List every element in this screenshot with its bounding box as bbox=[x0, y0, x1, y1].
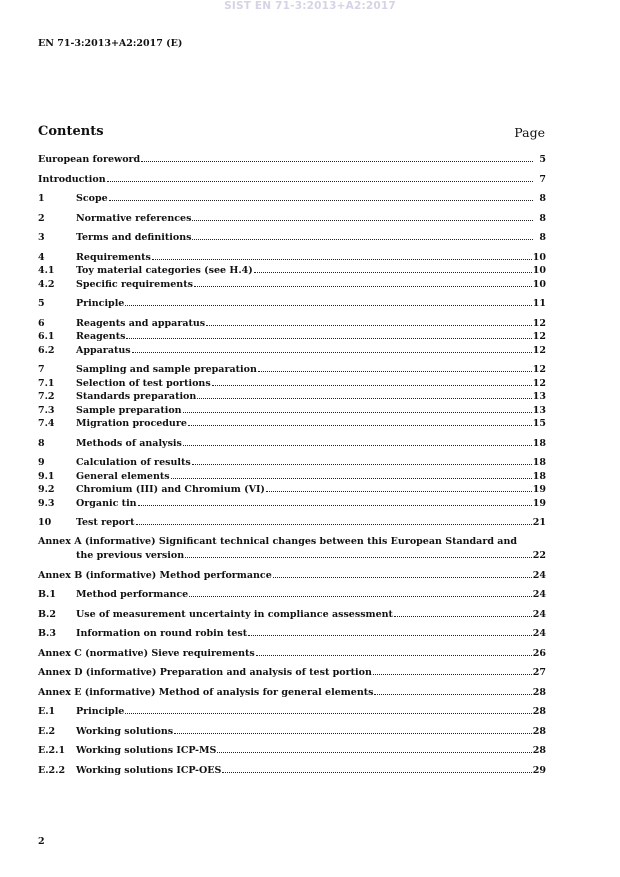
toc-entry-page: 10 bbox=[532, 251, 546, 263]
toc-entry-10[interactable] bbox=[38, 515, 546, 529]
toc-entry-annex-b[interactable] bbox=[38, 568, 546, 582]
toc-entry-title: Scope bbox=[76, 193, 108, 204]
toc-entry-page: 28 bbox=[532, 745, 546, 756]
toc-entry-b-3[interactable] bbox=[38, 626, 546, 640]
toc-entry-title-continued: the previous version bbox=[76, 550, 185, 561]
leader-dots bbox=[197, 389, 531, 399]
toc-entry-number: E.1 bbox=[38, 706, 56, 717]
toc-entry-introduction[interactable] bbox=[38, 172, 546, 186]
toc-entry-number: 8 bbox=[38, 437, 45, 449]
toc-entry-7-2[interactable] bbox=[38, 389, 546, 403]
toc-entry-title: Principle bbox=[76, 706, 125, 717]
toc-entry-page: 10 bbox=[532, 278, 546, 290]
toc-entry-page: 19 bbox=[532, 497, 546, 509]
toc-entry-number: 6.2 bbox=[38, 344, 55, 356]
toc-entry-number: 6 bbox=[38, 317, 45, 329]
toc-entry-title: Organic tin bbox=[76, 497, 137, 509]
leader-dots bbox=[273, 568, 532, 578]
toc-entry-page: 13 bbox=[532, 404, 546, 416]
toc-entry-number: 4.1 bbox=[38, 265, 55, 276]
leader-dots bbox=[192, 211, 533, 221]
leader-dots bbox=[374, 685, 531, 695]
toc-entry-e-1[interactable] bbox=[38, 704, 546, 718]
toc-entry-page: 19 bbox=[532, 484, 546, 495]
toc-entry-title: Working solutions bbox=[76, 725, 174, 737]
watermark: SIST EN 71-3:2013+A2:2017 bbox=[224, 0, 396, 12]
leader-dots bbox=[256, 646, 532, 656]
toc-entry-page: 8 bbox=[539, 193, 546, 204]
toc-entry-7-1[interactable] bbox=[38, 376, 546, 390]
toc-entry-7-3[interactable] bbox=[38, 403, 546, 417]
toc-entry-title: European foreword bbox=[38, 154, 141, 165]
toc-entry-e-2-1[interactable] bbox=[38, 743, 546, 757]
toc-entry-6[interactable] bbox=[38, 316, 546, 330]
toc-entry-page: 29 bbox=[532, 764, 546, 776]
toc-entry-6-2[interactable] bbox=[38, 343, 546, 357]
toc-entry-number: 9 bbox=[38, 457, 45, 468]
leader-dots bbox=[185, 548, 532, 558]
toc-entry-european-foreword[interactable] bbox=[38, 152, 546, 166]
toc-entry-page: 12 bbox=[532, 344, 546, 356]
toc-entry-title: Annex B (informative) Method performance bbox=[38, 569, 272, 581]
toc-entry-number: B.1 bbox=[38, 589, 56, 600]
toc-entry-number: 6.1 bbox=[38, 331, 55, 342]
toc-entry-title: Annex A (informative) Significant technical changes between this European Standard and bbox=[38, 535, 517, 547]
toc-entry-annex-d[interactable] bbox=[38, 665, 546, 679]
toc-entry-page: 24 bbox=[532, 628, 546, 639]
toc-entry-page: 28 bbox=[532, 725, 546, 737]
leader-dots bbox=[125, 704, 531, 714]
toc-entry-5[interactable] bbox=[38, 296, 546, 310]
leader-dots bbox=[192, 230, 533, 240]
toc-entry-e-2-2[interactable] bbox=[38, 763, 546, 777]
toc-entry-title: Requirements bbox=[76, 251, 151, 263]
leader-dots bbox=[189, 587, 532, 597]
leader-dots bbox=[109, 191, 533, 201]
toc-entry-number: B.2 bbox=[38, 608, 56, 620]
toc-entry-page: 24 bbox=[532, 569, 546, 581]
toc-entry-number: 7.1 bbox=[38, 377, 55, 389]
toc-entry-number: 7 bbox=[38, 364, 45, 375]
toc-entry-9[interactable] bbox=[38, 455, 546, 469]
toc-entry-title: Specific requirements bbox=[76, 278, 193, 290]
leader-dots bbox=[394, 607, 532, 617]
toc-entry-4-2[interactable] bbox=[38, 277, 546, 291]
leader-dots bbox=[188, 416, 532, 426]
toc-entry-number: E.2.1 bbox=[38, 745, 66, 756]
toc-entry-title: Standards preparation bbox=[76, 391, 197, 402]
toc-entry-title: Sampling and sample preparation bbox=[76, 364, 257, 375]
toc-entry-page: 28 bbox=[532, 686, 546, 698]
toc-entry-b-1[interactable] bbox=[38, 587, 546, 601]
leader-dots bbox=[138, 496, 532, 506]
toc-entry-9-1[interactable] bbox=[38, 469, 546, 483]
toc-entry-page: 18 bbox=[532, 457, 546, 468]
toc-entry-number: E.2.2 bbox=[38, 764, 66, 776]
toc-entry-8[interactable] bbox=[38, 436, 546, 450]
toc-entry-2[interactable] bbox=[38, 211, 546, 225]
toc-entry-page: 12 bbox=[532, 377, 546, 389]
leader-dots bbox=[217, 743, 531, 753]
toc-entry-e-2[interactable] bbox=[38, 724, 546, 738]
toc-entry-number: 7.3 bbox=[38, 404, 55, 416]
toc-entry-title: Reagents and apparatus bbox=[76, 317, 206, 329]
leader-dots bbox=[206, 316, 532, 326]
toc-entry-page: 21 bbox=[532, 517, 546, 528]
toc-entry-page: 11 bbox=[532, 298, 546, 309]
toc-entry-title: Annex E (informative) Method of analysis for general elements bbox=[38, 686, 374, 698]
toc-entry-title: Chromium (III) and Chromium (VI) bbox=[76, 484, 265, 495]
toc-entry-number: B.3 bbox=[38, 628, 56, 639]
toc-entry-9-2[interactable] bbox=[38, 482, 546, 496]
toc-entry-7-4[interactable] bbox=[38, 416, 546, 430]
leader-dots bbox=[183, 403, 532, 413]
leader-dots bbox=[136, 515, 532, 525]
toc-entry-number: 4 bbox=[38, 251, 45, 263]
page-number: 2 bbox=[38, 836, 45, 847]
toc-entry-title: Migration procedure bbox=[76, 418, 187, 429]
toc-entry-page: 28 bbox=[532, 706, 546, 717]
toc-entry-title: Apparatus bbox=[76, 344, 131, 356]
toc-entry-title: Reagents bbox=[76, 331, 126, 342]
toc-entry-annex-a[interactable] bbox=[38, 535, 546, 562]
toc-entry-6-1[interactable] bbox=[38, 329, 546, 343]
leader-dots bbox=[174, 724, 532, 734]
toc-entry-title: Working solutions ICP-MS bbox=[76, 745, 217, 756]
leader-dots bbox=[125, 296, 531, 306]
toc-entry-number: 7.4 bbox=[38, 418, 55, 429]
toc-entry-title: Principle bbox=[76, 298, 125, 309]
toc-entry-page: 18 bbox=[532, 437, 546, 449]
toc-entry-number: 5 bbox=[38, 298, 45, 309]
document-id: EN 71-3:2013+A2:2017 (E) bbox=[38, 38, 183, 49]
toc-entry-b-2[interactable] bbox=[38, 607, 546, 621]
leader-dots bbox=[266, 482, 532, 492]
toc-entry-number: E.2 bbox=[38, 725, 56, 737]
leader-dots bbox=[171, 469, 532, 479]
toc-entry-page: 5 bbox=[539, 154, 546, 165]
toc-entry-title: Test report bbox=[76, 517, 135, 528]
leader-dots bbox=[373, 665, 532, 675]
toc-entry-number: 9.3 bbox=[38, 497, 55, 509]
toc-entry-number: 3 bbox=[38, 232, 45, 243]
leader-dots bbox=[183, 436, 532, 446]
toc-entry-title: Calculation of results bbox=[76, 457, 191, 468]
toc-entry-title: Toy material categories (see H.4) bbox=[76, 265, 253, 276]
toc-entry-1[interactable] bbox=[38, 191, 546, 205]
toc-entry-number: 4.2 bbox=[38, 278, 55, 290]
leader-dots bbox=[258, 362, 532, 372]
toc-entry-title: Annex C (normative) Sieve requirements bbox=[38, 647, 255, 659]
toc-entry-title: Information on round robin test bbox=[76, 628, 248, 639]
toc-entry-page: 27 bbox=[532, 667, 546, 678]
toc-entry-title: General elements bbox=[76, 470, 170, 482]
toc-entry-title: Selection of test portions bbox=[76, 377, 211, 389]
toc-entry-page: 26 bbox=[532, 647, 546, 659]
toc-entry-number: 9.2 bbox=[38, 484, 55, 495]
toc-entry-title: Use of measurement uncertainty in compliance assessment bbox=[76, 608, 393, 620]
leader-dots bbox=[192, 455, 532, 465]
toc-entry-page: 22 bbox=[532, 550, 546, 561]
leader-dots bbox=[222, 763, 531, 773]
toc-entry-number: 2 bbox=[38, 212, 45, 224]
toc-entry-7[interactable] bbox=[38, 362, 546, 376]
leader-dots bbox=[194, 277, 532, 287]
table-of-contents bbox=[38, 152, 546, 776]
toc-entry-4-1[interactable] bbox=[38, 263, 546, 277]
leader-dots bbox=[212, 376, 532, 386]
toc-entry-3[interactable] bbox=[38, 230, 546, 244]
toc-entry-page: 18 bbox=[532, 470, 546, 482]
toc-entry-page: 15 bbox=[532, 418, 546, 429]
toc-entry-page: 24 bbox=[532, 589, 546, 600]
toc-entry-title: Annex D (informative) Preparation and analysis of test portion bbox=[38, 667, 372, 678]
toc-entry-title: Terms and definitions bbox=[76, 232, 192, 243]
toc-entry-number: 9.1 bbox=[38, 470, 55, 482]
leader-dots bbox=[107, 172, 533, 182]
toc-entry-page: 7 bbox=[539, 173, 546, 185]
toc-entry-page: 10 bbox=[532, 265, 546, 276]
toc-entry-page: 12 bbox=[532, 364, 546, 375]
leader-dots bbox=[254, 263, 532, 273]
toc-entry-title: Sample preparation bbox=[76, 404, 182, 416]
toc-entry-page: 8 bbox=[539, 212, 546, 224]
toc-entry-number: 1 bbox=[38, 193, 45, 204]
leader-dots bbox=[141, 152, 533, 162]
toc-entry-title: Normative references bbox=[76, 212, 192, 224]
toc-entry-page: 8 bbox=[539, 232, 546, 243]
toc-entry-page: 24 bbox=[532, 608, 546, 620]
toc-entry-9-3[interactable] bbox=[38, 496, 546, 510]
toc-entry-title: Introduction bbox=[38, 173, 106, 185]
toc-entry-number: 10 bbox=[38, 517, 52, 528]
leader-dots bbox=[152, 250, 532, 260]
leader-dots bbox=[248, 626, 532, 636]
toc-entry-annex-c[interactable] bbox=[38, 646, 546, 660]
toc-entry-page: 13 bbox=[532, 391, 546, 402]
toc-entry-title: Method performance bbox=[76, 589, 189, 600]
toc-entry-4[interactable] bbox=[38, 250, 546, 264]
toc-entry-title: Working solutions ICP-OES bbox=[76, 764, 222, 776]
page-column-label: Page bbox=[514, 125, 545, 140]
leader-dots bbox=[126, 329, 531, 339]
toc-entry-title: Methods of analysis bbox=[76, 437, 182, 449]
contents-heading: Contents bbox=[38, 124, 104, 139]
toc-entry-number: 7.2 bbox=[38, 391, 55, 402]
toc-entry-annex-e[interactable] bbox=[38, 685, 546, 699]
toc-entry-page: 12 bbox=[532, 317, 546, 329]
leader-dots bbox=[132, 343, 532, 353]
toc-entry-page: 12 bbox=[532, 331, 546, 342]
